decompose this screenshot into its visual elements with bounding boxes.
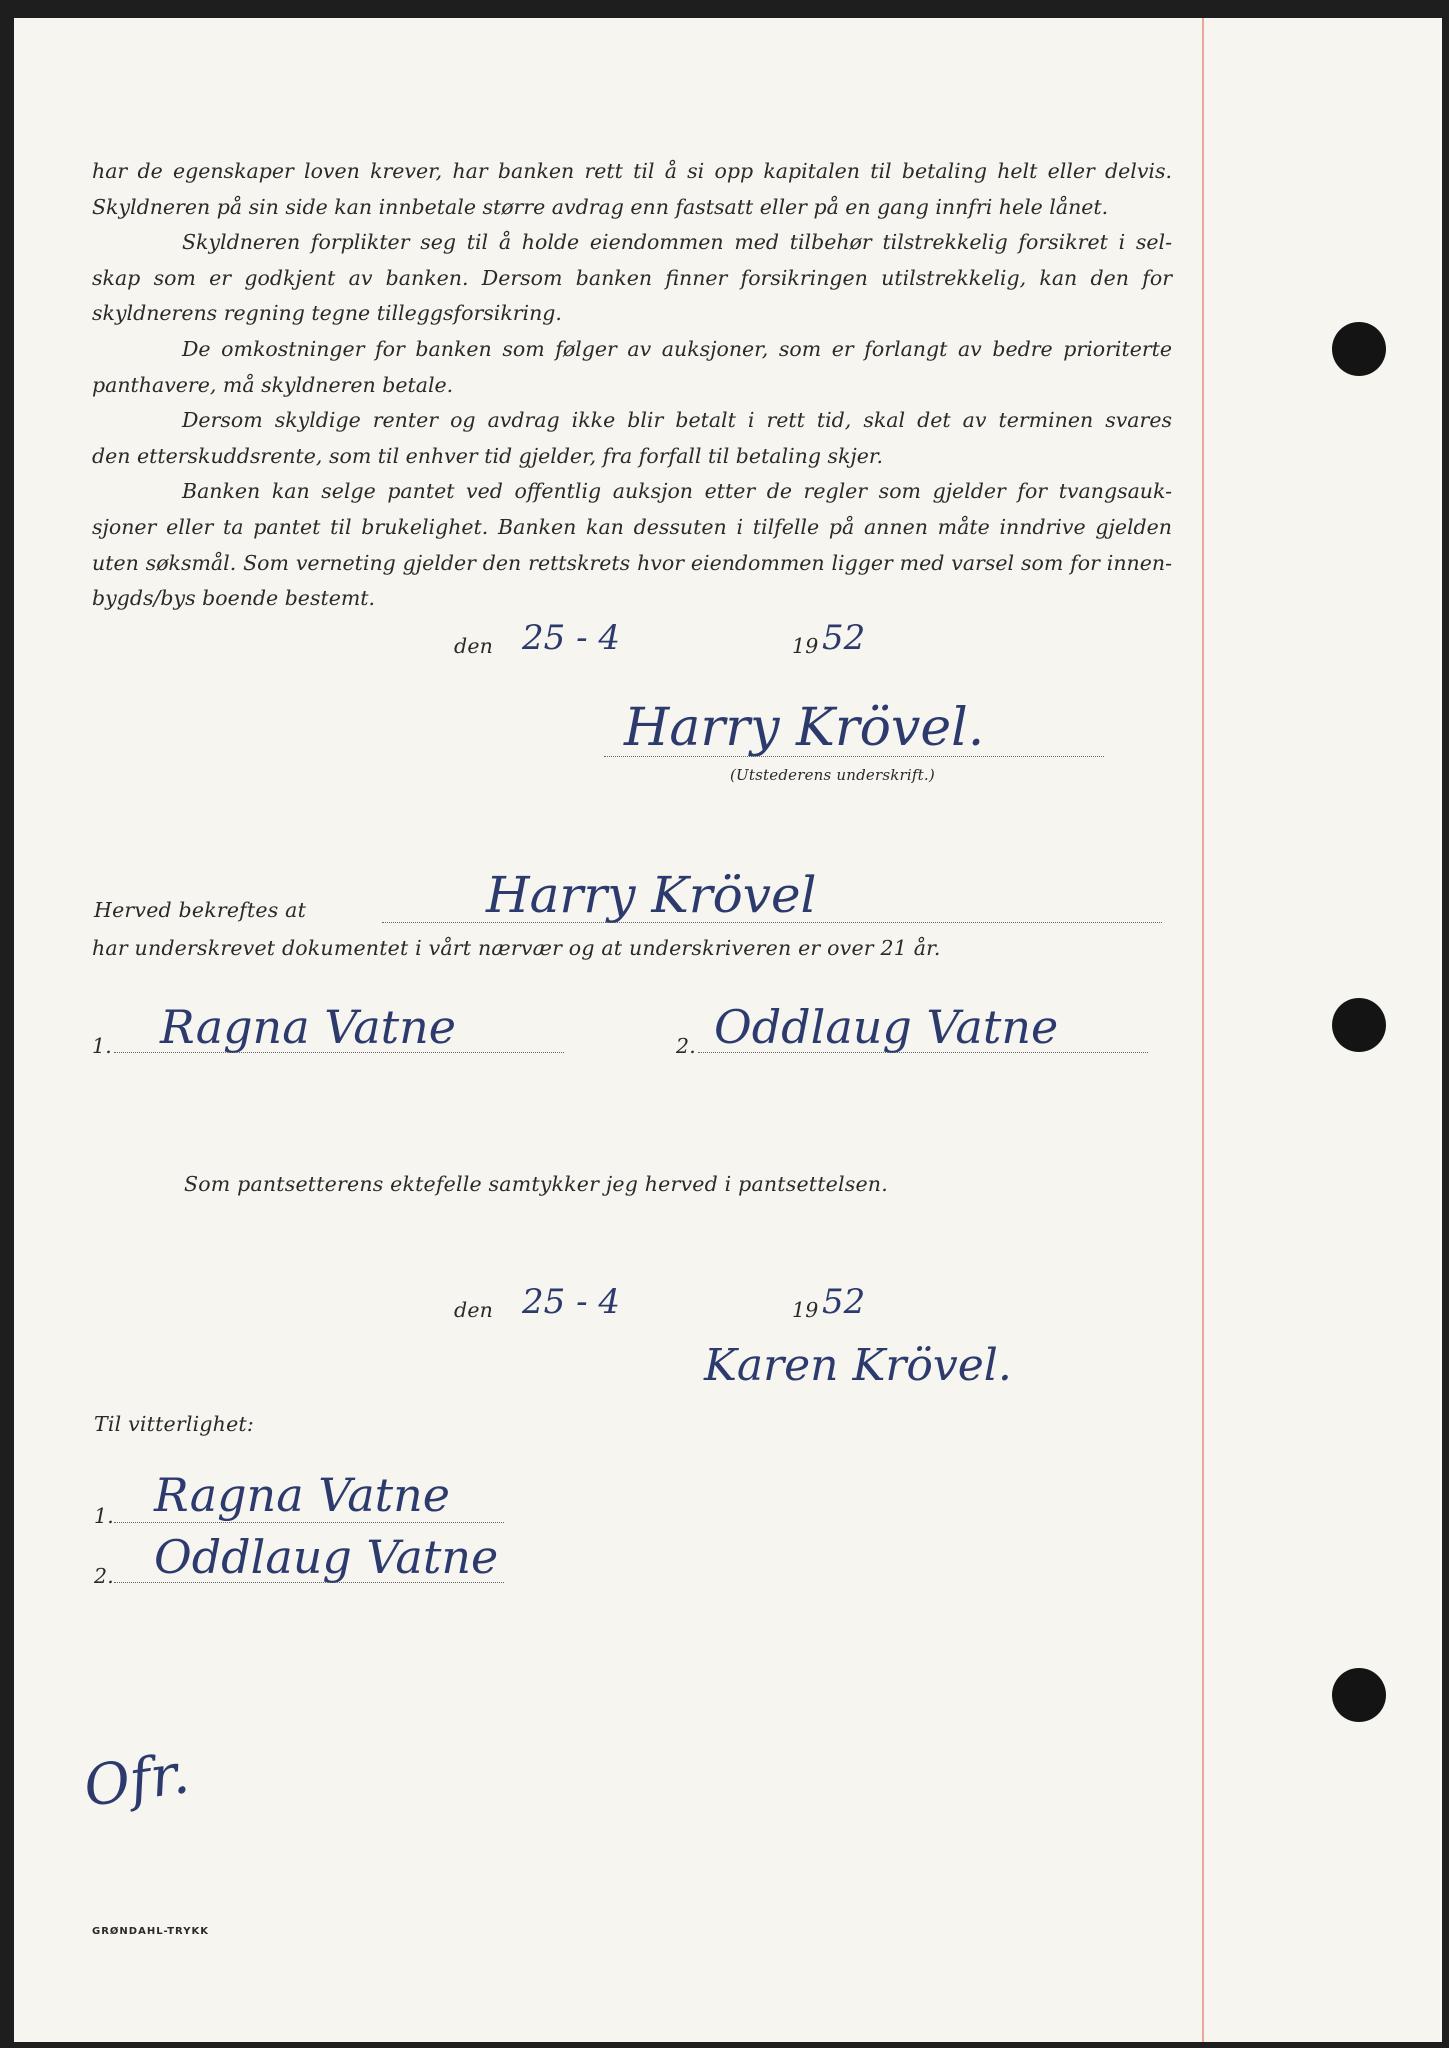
punch-hole: [1332, 998, 1386, 1052]
terms-line: Skyldneren forplikter seg til å holde eiendommen med tilbehør tilstrekkelig forsikret i sel-: [182, 230, 1172, 255]
date-year-hand: 52: [822, 1282, 866, 1322]
terms-line: sjoner eller ta pantet til brukelighet. Banken kan dessuten i tilfelle på annen måte inndrive gjelden: [92, 514, 1172, 539]
terms-line: skyldnerens regning tegne tilleggsforsikring.: [92, 301, 562, 326]
date-year-printed: 19: [792, 634, 819, 658]
terms-line: Skyldneren på sin side kan innbetale større avdrag enn fastsatt eller på en gang innfri hele lånet.: [92, 194, 1109, 219]
printer-imprint: GRØNDAHL-TRYKK: [92, 1926, 209, 1937]
terms-line: uten søksmål. Som verneting gjelder den rettskrets hvor eiendommen ligger med varsel som for innen-: [92, 550, 1172, 575]
attestation-label: Til vitterlighet:: [94, 1412, 254, 1436]
signature-caption: (Utstederens underskrift.): [730, 766, 935, 784]
terms-line: De omkostninger for banken som følger av auksjoner, som er forlangt av bedre prioriterte: [182, 336, 1172, 361]
witness-signature: Oddlaug Vatne: [714, 1000, 1059, 1054]
witness-signature: Ragna Vatne: [154, 1468, 450, 1522]
witness-line: [114, 1582, 504, 1583]
spouse-signature: Karen Krövel.: [704, 1340, 1012, 1391]
terms-line: den etterskuddsrente, som til enhver tid gjelder, fra forfall til betaling skjer.: [92, 443, 883, 468]
confirmation-text: har underskrevet dokumentet i vårt nærvær og at underskriveren er over 21 år.: [92, 936, 941, 960]
witness-signature: Ragna Vatne: [160, 1000, 456, 1054]
margin-line: [1202, 18, 1204, 2042]
date-day-month: 25 - 4: [522, 618, 620, 658]
punch-hole: [1332, 1668, 1386, 1722]
date-prefix: den: [454, 1298, 494, 1322]
witness-line: [698, 1052, 1148, 1053]
spouse-consent-text: Som pantsetterens ektefelle samtykker jeg herved i pantsettelsen.: [184, 1172, 888, 1196]
terms-line: bygds/bys boende bestemt.: [92, 586, 376, 611]
witness-number: 2.: [676, 1034, 696, 1058]
witness-signature: Oddlaug Vatne: [154, 1530, 499, 1584]
confirmation-label: Herved bekreftes at: [94, 898, 307, 922]
witness-line: [114, 1052, 564, 1053]
terms-text: [92, 154, 1172, 617]
date-year-hand: 52: [822, 618, 866, 658]
document-page: [14, 18, 1442, 2042]
punch-hole: [1332, 322, 1386, 376]
date-year-printed: 19: [792, 1298, 819, 1322]
issuer-signature: Harry Krövel.: [624, 698, 985, 758]
confirmed-signer-name: Harry Krövel: [486, 866, 817, 924]
terms-line: har de egenskaper loven krever, har banken rett til å si opp kapitalen til betaling helt eller delvis.: [92, 159, 1172, 183]
witness-number: 2.: [94, 1564, 114, 1588]
terms-line: panthavere, må skyldneren betale.: [92, 372, 454, 397]
name-line: [382, 922, 1162, 923]
witness-line: [114, 1522, 504, 1523]
terms-line: Dersom skyldige renter og avdrag ikke blir betalt i rett tid, skal det av terminen svares: [182, 408, 1172, 433]
initials-mark: Ofr.: [79, 1741, 194, 1820]
witness-number: 1.: [94, 1504, 114, 1528]
date-day-month: 25 - 4: [522, 1282, 620, 1322]
terms-line: skap som er godkjent av banken. Dersom banken finner forsikringen utilstrekkelig, kan den for: [92, 265, 1172, 290]
terms-line: Banken kan selge pantet ved offentlig auksjon etter de regler som gjelder for tvangsauk-: [182, 479, 1172, 504]
date-prefix: den: [454, 634, 494, 658]
witness-number: 1.: [92, 1034, 112, 1058]
signature-line: [604, 756, 1104, 757]
